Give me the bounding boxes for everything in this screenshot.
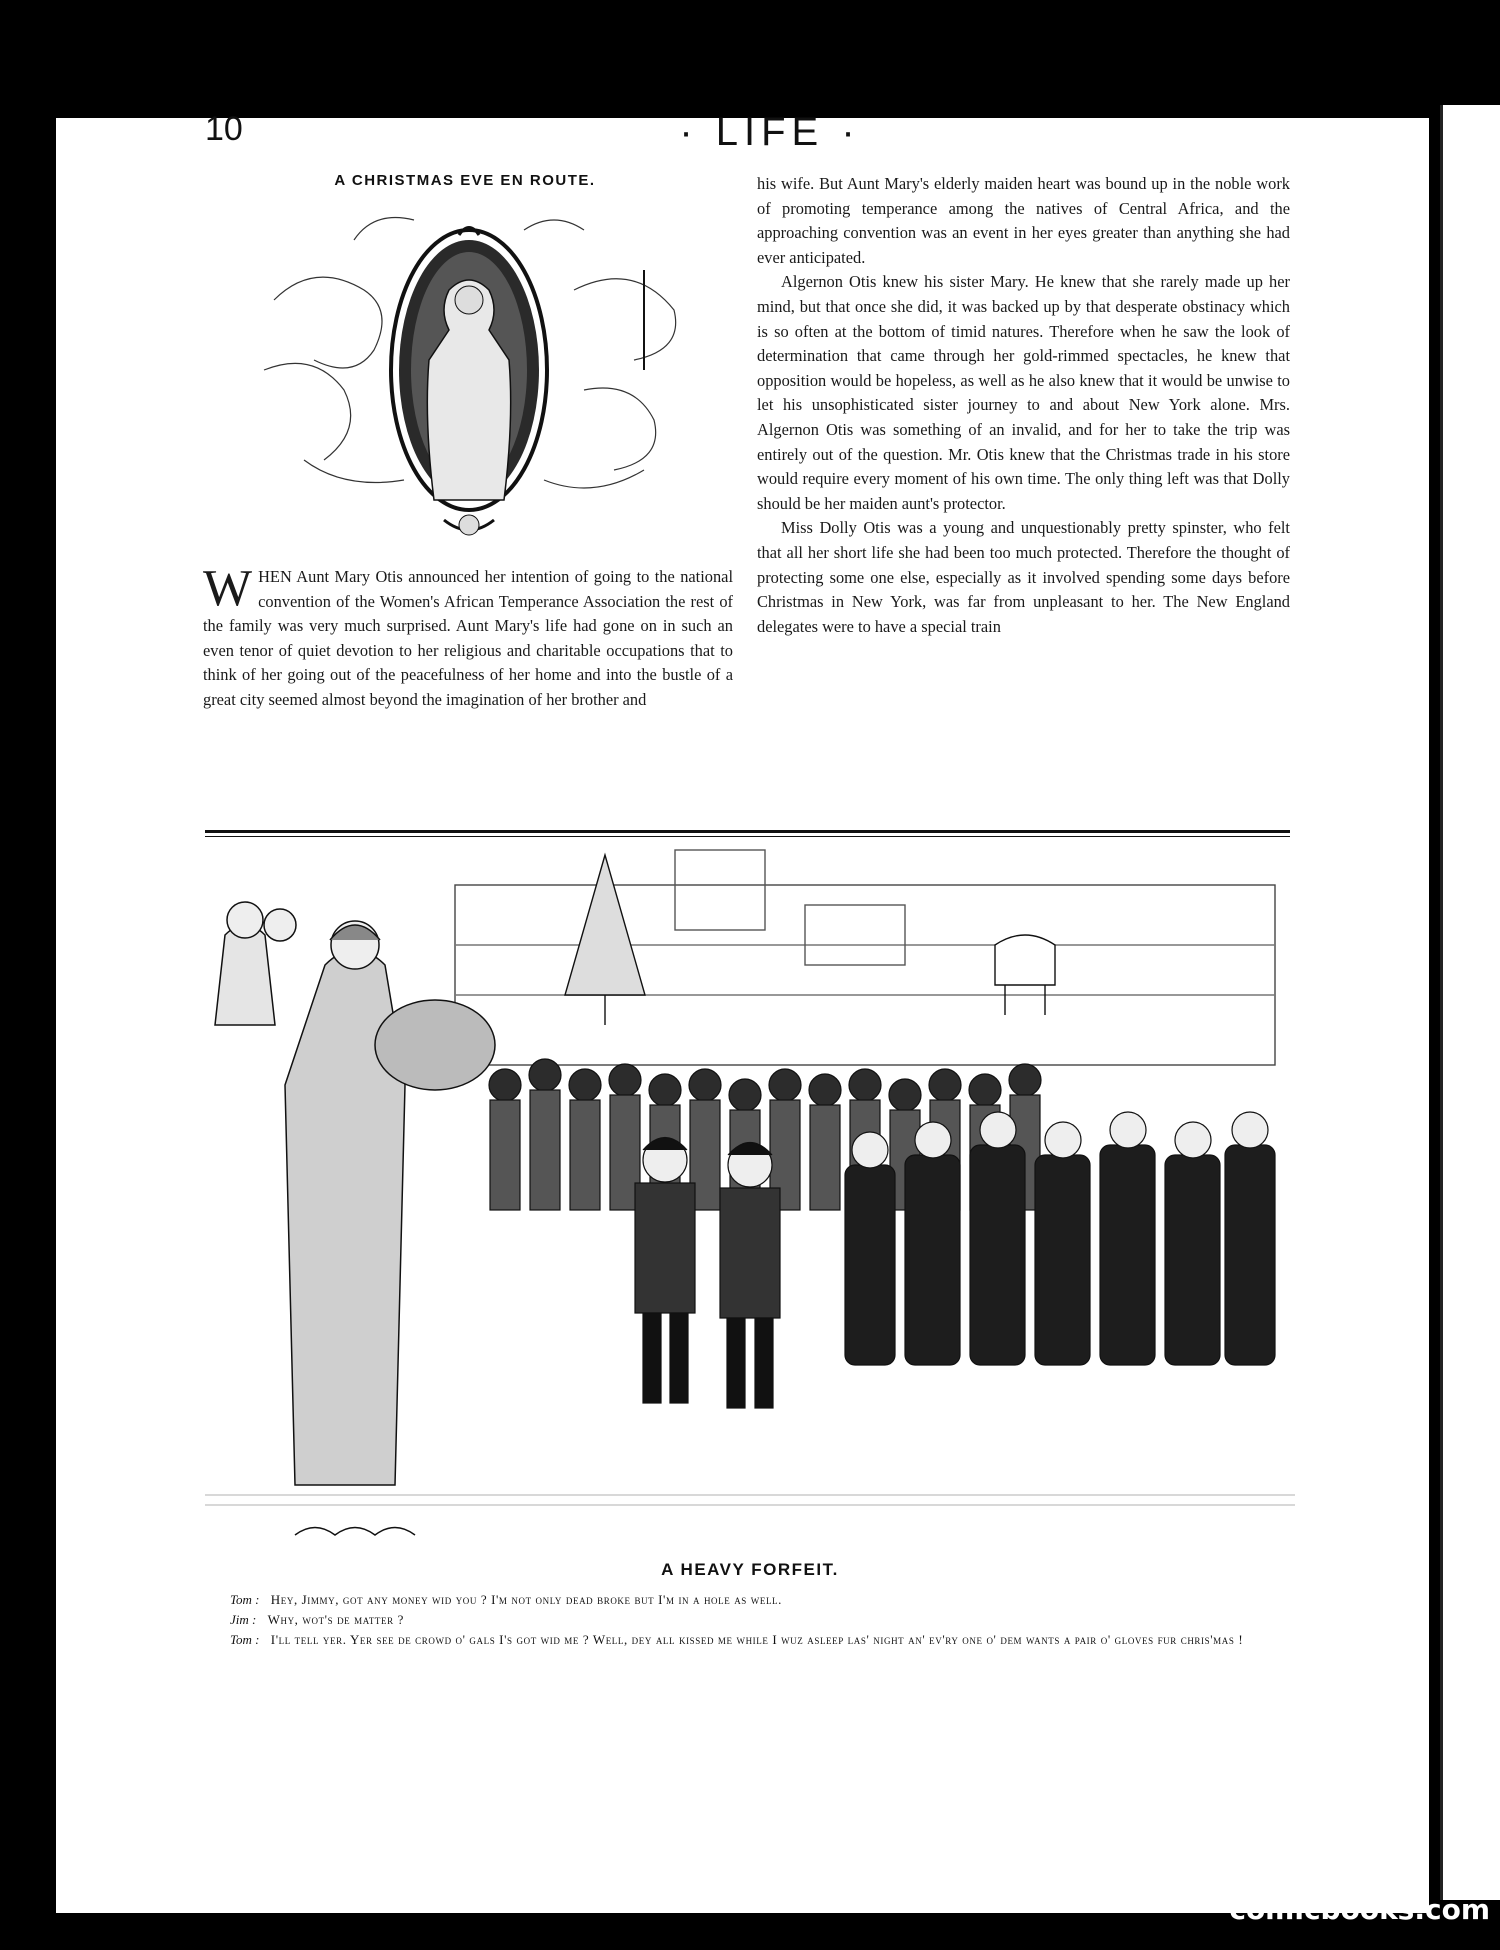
story-paragraph: HEN Aunt Mary Otis announced her intention of going to the national convention of the Women's African Temperance Association the rest of the family was very much surprised. Aunt Mary's life had gone on in such an even tenor of quiet devotion to her religious and charitable occupations that to think of her going out of the peacefulness of her home and into the bustle of a great city seemed almost beyond the imagination of her brother and [203, 567, 733, 709]
story-paragraph: Algernon Otis knew his sister Mary. He knew that she rarely made up her mind, but that once she did, it was backed up by that desperate obstinacy which is so often at the bottom of timid natures. Therefore when he saw the look of determination that came through her gold-rimmed spectacles, he knew that opposition would be hopeless, as well as he also knew that it would be unwise to let his unsophisticated sister journey to and about New York alone. Mrs. Algernon Otis was something of an invalid, and for her to take the trip was entirely out of the question. Mr. Otis knew that the Christmas trade in his store would require every moment of his own time. The only thing left was that Dolly should be her maiden aunt's protector. [757, 272, 1290, 513]
cartoon-dialogue [230, 1590, 1290, 1650]
dialogue-line [230, 1630, 1290, 1650]
cartoon-title: A HEAVY FORFEIT. [661, 1560, 839, 1579]
story-column-right [757, 172, 1290, 639]
dialogue-line [230, 1610, 1290, 1630]
masthead-title: · LIFE · [679, 110, 861, 154]
page-number: 10 [205, 110, 243, 148]
dialogue-speaker: Tom : [230, 1632, 260, 1647]
dialogue-text: Why, wot's de matter ? [267, 1612, 404, 1627]
dialogue-line [230, 1590, 1290, 1610]
artist-signature [295, 1528, 415, 1536]
section-divider [205, 830, 1290, 833]
story-dropcap: W [203, 560, 253, 617]
dialogue-text: I'll tell yer. Yer see de crowd o' gals I's got wid me ? Well, dey all kissed me while I wuz asleep las' night an' ev'ry one o' dem wants a pair o' gloves fur chris'mas ! [270, 1632, 1244, 1647]
story-paragraph: Miss Dolly Otis was a young and unquestionably pretty spinster, who felt that all her short life she had been too much protected. Therefore the thought of protecting some one else, especially as it involved spending some days before Christmas in New York, was far from unpleasant to her. The New England delegates were to have a special train [757, 518, 1290, 636]
story-column-left [203, 560, 733, 713]
site-watermark: comicbooks.com [1229, 1893, 1490, 1926]
dialogue-speaker: Tom : [230, 1592, 260, 1607]
story-paragraph: his wife. But Aunt Mary's elderly maiden heart was bound up in the noble work of promoting temperance among the natives of Central Africa, and the approaching convention was an event in her eyes greater than anything she had ever anticipated. [757, 174, 1290, 267]
section-divider-thin [205, 836, 1290, 837]
adjacent-page-edge [1440, 105, 1500, 1900]
dialogue-speaker: Jim : [230, 1612, 257, 1627]
cartoon-illustration-crowd-scene [205, 845, 1295, 1550]
story-title: A CHRISTMAS EVE EN ROUTE. [334, 172, 596, 189]
dialogue-text: Hey, Jimmy, got any money wid you ? I'm not only dead broke but I'm in a hole as well. [270, 1592, 782, 1607]
story-vignette-illustration [244, 200, 694, 545]
